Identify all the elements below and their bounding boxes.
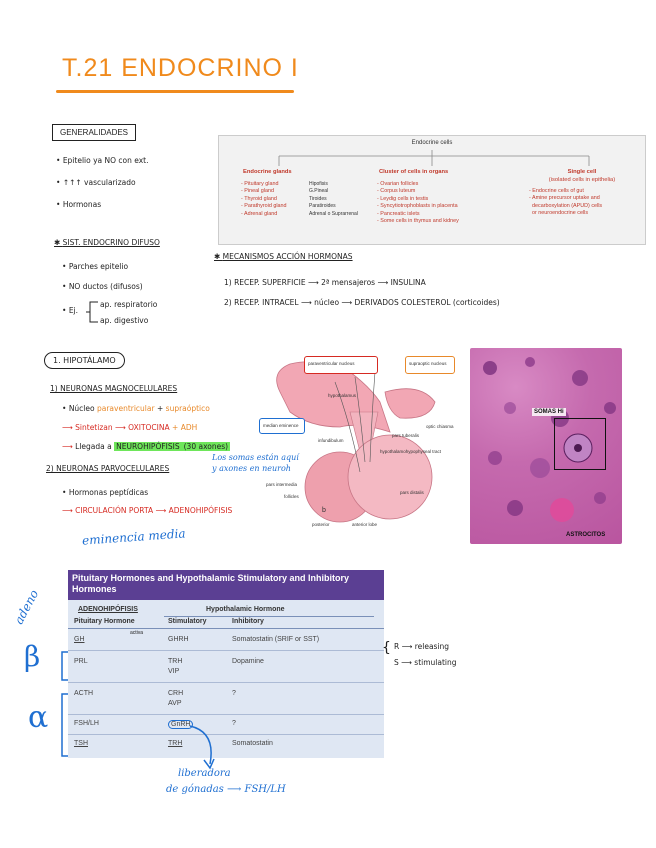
ec-col1-translations [309, 181, 358, 218]
row-tsh-stim: TRH [168, 740, 183, 747]
median-eminence-box [259, 418, 305, 434]
magno-so: supraóptico [165, 404, 210, 413]
somas-note-1: Los somas están aquí [212, 453, 299, 462]
row-prl-stim: TRH [168, 658, 183, 665]
blue-brackets [60, 650, 70, 760]
eminencia-media-note: eminencia media [81, 526, 186, 548]
ec-col2-item: - Syncytiotrophoblasts in placenta [377, 203, 458, 210]
paraventricular-box [304, 356, 378, 374]
ec-col2-item: - Ovarian follicles [377, 181, 419, 187]
alpha-note: α [28, 700, 49, 735]
parvo-heading: 2) NEURONAS PARVOCELULARES [46, 464, 170, 473]
row-fsh-pit: FSH/LH [74, 720, 99, 727]
generalidades-text-3: Hormonas [62, 200, 102, 209]
ec-col2-item: - Pancreatic islets [377, 210, 420, 217]
row-rule [68, 734, 384, 735]
diagram-letter: b [322, 507, 326, 514]
optic-chiasma-label: optic chiasma [426, 424, 454, 429]
ec-col1-item: - Adrenal gland [241, 210, 278, 217]
pars-intermedia-label: pars intermedia [266, 482, 298, 487]
endocrine-cells-figure [218, 135, 646, 245]
sist-item-1: • Parches epitelio [62, 262, 129, 271]
magno-heading: 1) NEURONAS MAGNOCELULARES [50, 384, 178, 393]
generalidades-text-1: Epitelio ya NO con ext. [62, 156, 149, 165]
generalidades-item-2: • ↑↑↑ vascularizado [56, 178, 136, 187]
pituitary-table [68, 570, 384, 758]
ec-col1-text: Pituitary gland [244, 181, 279, 187]
gnrh-arrow-icon [186, 724, 226, 772]
col-inhib-header: Inhibitory [232, 618, 264, 625]
row-tsh-pit: TSH [74, 740, 88, 747]
ec-col3-item [529, 203, 602, 210]
anterior-lobe-shape [348, 435, 432, 519]
ec-col2-text: Pancreatic islets [380, 210, 420, 217]
ec-col1-list [241, 181, 287, 218]
row-gh-stim: GHRH [168, 636, 189, 643]
ec-col3-subheading: (isolated cells in epithelia) [548, 177, 616, 183]
magno-llegada-prefix: Llegada a [75, 442, 112, 451]
ec-col3-text: Endocrine cells of gut [532, 188, 584, 194]
pars-distalis-label: pars distalis [400, 490, 424, 495]
infundibulum-label: infundibulum [318, 438, 344, 443]
posterior-label: posterior [312, 522, 330, 527]
ec-col2-list [377, 181, 459, 225]
row-gh-pit: GH [74, 636, 85, 643]
row-acth-inhib: ? [232, 690, 236, 697]
histology-micrograph [470, 348, 622, 544]
page-title: T.21 ENDOCRINO I [62, 54, 299, 82]
row-rule [68, 650, 384, 651]
side-adeno-note: adeno [11, 587, 42, 627]
magno-plus: + [156, 404, 164, 413]
ec-col3-item: - Endocrine cells of gut [529, 188, 584, 194]
sist-difuso-heading: ✱ SIST. ENDOCRINO DIFUSO [54, 238, 160, 247]
mecanismo-1: 1) RECEP. SUPERFICIE ⟶ 2ª mensajeros ⟶ INSULINA [224, 278, 426, 287]
magno-sintetizan: ⟶ Sintetizan ⟶ OXITOCINA + ADH [62, 423, 198, 432]
row-acth-stim: CRH [168, 690, 184, 697]
ec-col2-item: - Leydig cells in testis [377, 195, 429, 202]
ec-col2-item: - Corpus luteum [377, 188, 416, 195]
ec-col1-item: - Parathyroid gland [241, 203, 287, 210]
gnrh-note-2: de gónadas ⟶ FSH/LH [166, 784, 286, 795]
magno-nucleo-prefix: Núcleo [68, 404, 95, 413]
beta-note: β [24, 640, 41, 673]
row-tsh-inhib: Somatostatin [232, 740, 273, 747]
ec-col2-text: Corpus luteum [380, 188, 416, 195]
pituitary-table-header: Pituitary Hormones and Hypothalamic Stimulatory and Inhibitory Hormones [68, 570, 384, 600]
parvo-item-2: ⟶ CIRCULACIÓN PORTA ⟶ ADENOHIPÓFISIS [62, 506, 233, 515]
bracket-icon [86, 300, 100, 324]
magno-llegada-main: NEUROHIPÓFISIS [116, 442, 180, 451]
hyp-hormone-header: Hypothalamic Hormone [206, 606, 285, 613]
adeno-note: ADENOHIPÓFISIS [78, 606, 138, 613]
magno-llegada: ⟶ Llegada a NEUROHIPÓFISIS (30 axones) [62, 442, 229, 451]
ec-col2-text: Syncytiotrophoblasts in placenta [380, 203, 458, 210]
paraventricular-label: paraventricular nucleus [308, 361, 355, 366]
sist-item-2: • NO ductos (difusos) [62, 282, 143, 291]
hipotalamo-heading: 1. HIPOTÁLAMO [44, 352, 125, 369]
arrow-note: activa [130, 630, 144, 636]
anterior-lobe-label: anterior lobe [352, 522, 378, 527]
pars-tuberalis-label: pars tuberalis [392, 433, 420, 438]
ec-col3-text: decarboxylation (APUD) cells [532, 202, 603, 209]
row-fsh-stim: GnRH [168, 720, 193, 729]
ec-title: Endocrine cells [411, 140, 453, 146]
supraoptic-label: supraoptic nucleus [409, 361, 447, 366]
row-prl-inhib: Dopamine [232, 658, 264, 665]
ec-col1-text: Parathyroid gland [244, 203, 287, 210]
ec-col3-heading: Single cell [567, 169, 597, 175]
sist-text-1: Parches epitelio [68, 262, 129, 271]
ec-trans: Adrenal o Suprarrenal [309, 210, 358, 217]
row-rule [68, 714, 384, 715]
parvo-text-2: CIRCULACIÓN PORTA ⟶ ADENOHIPÓFISIS [75, 506, 233, 515]
ec-col2-item: - Some cells in thymus and kidney [377, 218, 459, 225]
ec-col2-text: Some cells in thymus and kidney [380, 218, 459, 225]
row-acth-pit: ACTH [74, 690, 94, 697]
supraoptic-box [405, 356, 455, 374]
ec-trans: Paratiroides [309, 203, 336, 210]
ec-col1-heading: Endocrine glands [243, 169, 292, 175]
generalidades-item-1: • Epitelio ya NO con ext. [56, 156, 149, 165]
generalidades-text-2: ↑↑↑ vascularizado [62, 178, 136, 187]
row-gh-inhib: Somatostatin (SRIF or SST) [232, 636, 320, 643]
ec-col3-list [529, 188, 602, 218]
ec-col1-item: - Thyroid gland [241, 195, 277, 202]
row-prl-pit: PRL [74, 658, 88, 665]
row-fsh-inhib: ? [232, 720, 236, 727]
ec-col1-text: Adrenal gland [244, 210, 278, 217]
col-stim-header: Stimulatory [168, 618, 207, 625]
ec-trans: G.Pineal [309, 188, 329, 195]
sist-ej-2: ap. digestivo [100, 316, 149, 325]
magno-pv: paraventricular [96, 404, 155, 413]
sist-ej-label: Ej. [68, 306, 79, 315]
somas-box [554, 418, 606, 470]
ec-col3-item [529, 210, 602, 217]
row-acth-stim2: AVP [168, 700, 182, 707]
parvo-item-1: • Hormonas peptídicas [62, 488, 149, 497]
sist-ej: • Ej. [62, 306, 79, 315]
legend-stimulating: S ⟶ stimulating [394, 658, 457, 667]
astrocitos-label: ASTROCITOS [566, 532, 606, 538]
magno-llegada-suffix: (30 axones) [183, 442, 229, 451]
title-underline [56, 90, 294, 93]
mecanismos-heading: ✱ MECANISMOS ACCIÓN HORMONAS [214, 252, 353, 261]
ec-trans: Hipofisis [309, 181, 328, 187]
legend-brace: { [382, 640, 391, 656]
median-eminence-label: median eminence [263, 423, 299, 428]
row-prl-stim2: VIP [168, 668, 180, 675]
ec-col2-text: Leydig cells in testis [380, 195, 429, 202]
magno-sintetizan-text: Sintetizan [75, 423, 113, 432]
col-pit-header: Pituitary Hormone [74, 618, 135, 625]
ec-col1-text: Thyroid gland [244, 195, 277, 202]
optic-chiasma-shape [385, 389, 435, 419]
ec-col1-text: Pineal gland [244, 188, 274, 195]
parvo-text-1: Hormonas peptídicas [68, 488, 149, 497]
col-rule [68, 628, 384, 629]
hypothalamus-label: hypothalamus [328, 393, 357, 398]
ec-col3-item: - Amine precursor uptake and [529, 195, 600, 202]
ec-col3-text: or neuroendocrine cells [532, 210, 589, 217]
gnrh-note-1: liberadora [178, 768, 231, 779]
pituitary-diagram [260, 352, 468, 532]
sist-ej-1: ap. respiratorio [100, 300, 158, 309]
mecanismos-heading-text: MECANISMOS ACCIÓN HORMONAS [222, 252, 353, 261]
ec-col2-heading: Cluster of cells in organs [379, 169, 449, 175]
somas-label: SOMAS Hi [534, 409, 564, 415]
tract-label: hypothalamohypophyseal tract [380, 449, 442, 454]
somas-note-2: y axones en neuroh [212, 464, 291, 473]
generalidades-heading: GENERALIDADES [52, 124, 136, 141]
row-rule [68, 682, 384, 683]
magno-oxitocina: OXITOCINA [128, 423, 170, 432]
ec-col2-text: Ovarian follicles [380, 181, 419, 187]
magno-nucleo: • Núcleo paraventricular + supraóptico [62, 404, 210, 413]
sist-text-2: NO ductos (difusos) [68, 282, 143, 291]
mecanismo-2: 2) RECEP. INTRACEL ⟶ núcleo ⟶ DERIVADOS COLESTEROL (corticoides) [224, 298, 500, 307]
legend-releasing: R ⟶ releasing [394, 642, 450, 651]
ec-col1-item: - Pineal gland [241, 188, 274, 195]
follicles-label: follicles [284, 494, 299, 499]
ec-col1-item: - Pituitary gland [241, 181, 279, 187]
ec-col3-text: Amine precursor uptake and [532, 195, 600, 202]
ec-trans: Tiroides [309, 195, 327, 202]
magno-adh: ADH [180, 423, 198, 432]
sist-difuso-heading-text: SIST. ENDOCRINO DIFUSO [62, 238, 160, 247]
header-rule [164, 616, 374, 617]
generalidades-item-3: • Hormonas [56, 200, 102, 209]
